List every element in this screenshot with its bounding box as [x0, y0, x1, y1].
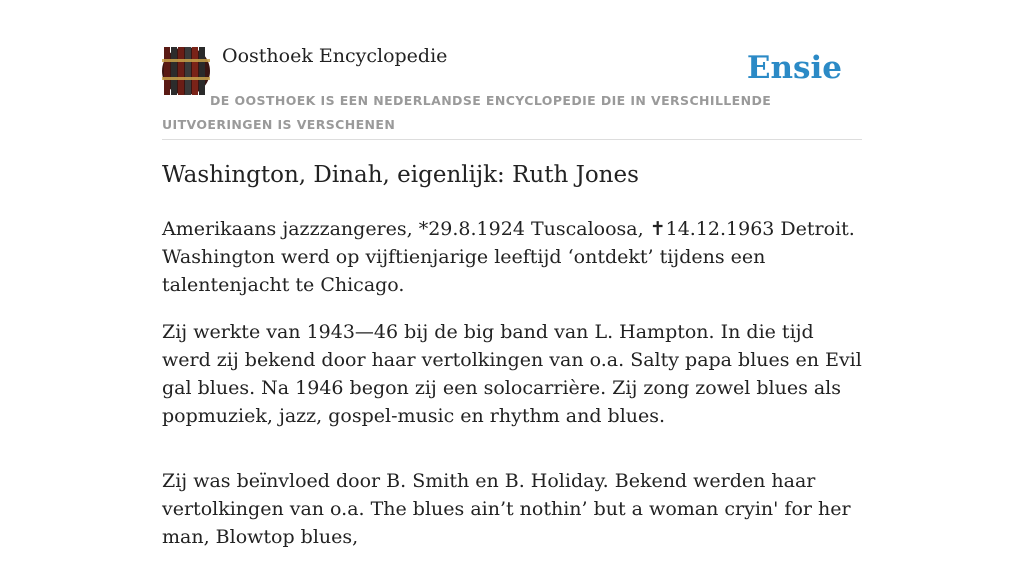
book-band — [162, 77, 210, 80]
source-name-link[interactable]: Oosthoek Encyclopedie — [222, 45, 448, 67]
article-paragraph: Zij was beïnvloed door B. Smith en B. Holiday. Bekend werden haar vertolkingen van o.a. The blues ain’t nothin’ but a woman cryin' for her man, Blowtop blues, — [162, 470, 851, 548]
source-avatar[interactable] — [162, 47, 210, 95]
article-paragraph: Amerikaans jazzzangeres, *29.8.1924 Tuscaloosa, ✝14.12.1963 Detroit. Washington werd op vijftienjarige leeftijd ‘ontdekt’ tijdens een talentenjacht te Chicago. — [162, 218, 855, 296]
book-spine-icon — [199, 47, 205, 95]
book-spine-icon — [185, 47, 191, 95]
book-spine-icon — [164, 47, 170, 95]
article-body — [162, 215, 862, 570]
book-spine-icon — [192, 47, 198, 95]
ensie-logo[interactable]: Ensie — [746, 50, 842, 86]
page-container — [162, 0, 862, 548]
book-band — [162, 59, 210, 62]
book-spine-icon — [171, 47, 177, 95]
book-spine-icon — [178, 47, 184, 95]
source-description: DE OOSTHOEK IS EEN NEDERLANDSE ENCYCLOPEDIE DIE IN VERSCHILLENDE UITVOERINGEN IS VERSCHENEN — [162, 93, 772, 132]
source-header — [162, 0, 862, 140]
article-title: Washington, Dinah, eigenlijk: Ruth Jones — [162, 162, 639, 188]
article-paragraph: Zij werkte van 1943—46 bij de big band van L. Hampton. In die tijd werd zij bekend door haar vertolkingen van o.a. Salty papa blues en Evil gal blues. Na 1946 begon zij een solocarrière. Zij zong zowel blues als popmuziek, jazz, gospel-music en rhythm and blues. — [162, 321, 862, 427]
